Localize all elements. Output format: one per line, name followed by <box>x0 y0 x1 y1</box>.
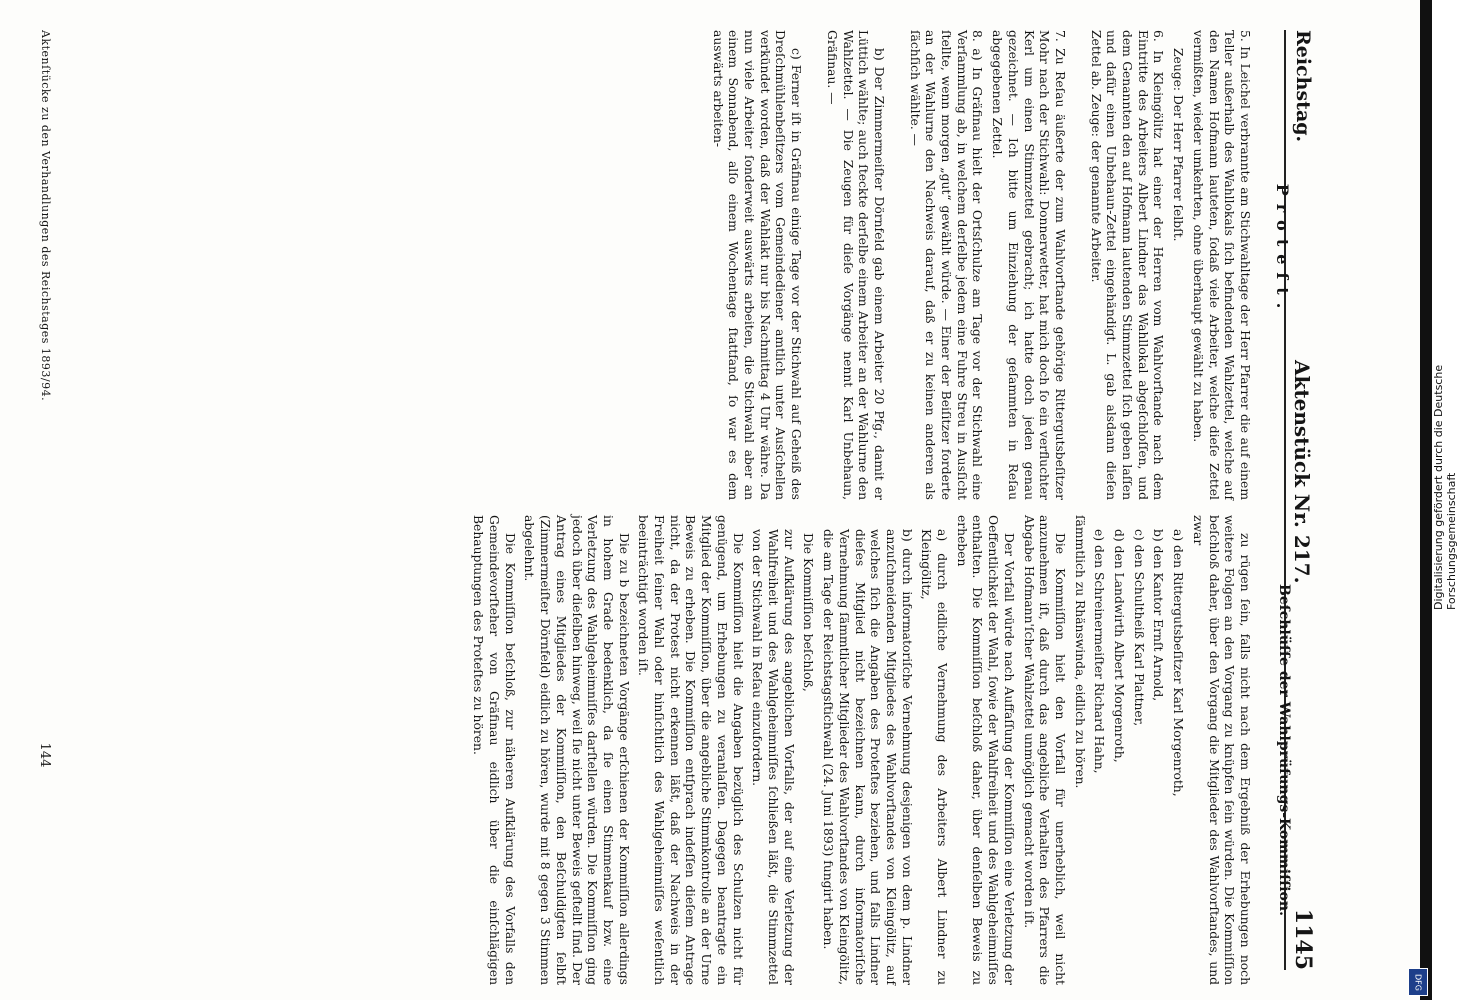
right-column-decisions <box>466 515 1252 985</box>
paragraph: zur Aufklärung des angeblichen Vorfalls, der auf eine Verletzung der Wahlfreiheit und des Wahlgeheimniſſes ſchließen läßt, die Stimmzettel von der Stichwahl in Reſau einzufordern. <box>750 529 796 985</box>
paragraph: 5. In Leichel verbrannte am Stichwahltage der Herr Pfarrer die auf einem Teller außerhalb des Wahllokals ſich befindenden Wahlzettel, welche auf den Namen Hofmann lauteten, ſodaß viele Arbeiter, welche dieſe Zettel vermißten, wieder umkehrten, ohne überhaupt gewählt zu haben. <box>1190 30 1252 500</box>
column-heading-decisions: Beſchlüſſe der Wahlprüfungs-Kommiſſion. <box>1276 584 1292 916</box>
paragraph: Die Kommiſſion beſchloß, <box>801 533 816 692</box>
paragraph: 7. Zu Reſau äußerte der zum Wahlvorſtande gehörige Rittergutsbeſitzer Mohr nach der Stichwahl: Donnerwetter, hat mich doch ſo ein verfluchter Kerl um einen Stimmzettel gebracht; ich hatte doch jeden genau gezeichnet. — Ich bitte um Einziehung der geſammten in Reſau abgegebenen Zettel. <box>990 30 1067 500</box>
paragraph: Die Kommiſſion hielt den Vorfall für unerheblich, weil nicht anzunehmen iſt, daß durch das angebliche Verhalten des Pfarrers die Abgabe Hofmann'ſcher Wahlzettel unmöglich gemacht worden iſt. <box>1021 515 1067 985</box>
list-item: d) den Landwirth Albert Morgenroth, <box>1112 529 1127 763</box>
paragraph: b) Der Zimmermeiſter Dörnfeld gab einem Arbeiter 20 Pfg., damit er Lüttich wählte; auch ſteckte derſelbe einem Arbeiter an der Wahlurne den Wahlzettel. — Die Zeugen für dieſe Vorgänge nennt Karl Unbehaun, Gräfinau. — <box>824 30 886 500</box>
digitization-note: Digitalisierung gefördert durch die Deutsche Forschungsgemeinschaft <box>1432 364 1458 610</box>
scan-edge-bar <box>1420 0 1432 1000</box>
list-item: a) den Rittergutsbeſitzer Karl Morgenroth, <box>1171 529 1186 797</box>
paragraph: zu rügen ſein, falls nicht nach dem Ergebniß der Erhebungen noch weitere Folgen an den Vorgang zu knüpfen ſein würden. Die Kommiſſion beſchloß daher, über den Vorgang die Mitglieder des Wahlvorſtandes, und zwar <box>1190 515 1252 985</box>
footnote: Aktenſtücke zu den Verhandlungen des Reichstages 1893/94. <box>39 30 52 402</box>
list-item: c) den Schultheiß Karl Plattner, <box>1131 529 1146 727</box>
header-left: Reichstag. <box>1292 30 1314 143</box>
paragraph: Der Vorfall würde nach Auffaſſung der Kommiſſion eine Verletzung der Oeffentlichkeit der Wahl, ſowie der Wahlfreiheit und des Wahlgeheimniſſes enthalten. Die Kommiſſion beſchloß daher, über denſelben Beweis zu erheben <box>954 515 1016 985</box>
paragraph: 8. a) In Gräfinau hielt der Ortsſchulze am Tage vor der Stichwahl eine Verſammlung ab, in welchem derſelbe jedem eine Fuhre Streu in Ausſicht ſtellte, wenn morgen „gut“ gewählt würde. — Einer der Beiſitzer forderte an der Wahlurne den Nachweis darauf, daß er zu keinen anderen als ſächſich wählte. — <box>907 30 985 500</box>
paragraph: Die zu b bezeichneten Vorgänge erſchienen der Kommiſſion allerdings in hohem Grade bedenklich, da ſie einen Stimmenkauf bzw. eine Verletzung des Wahlgeheimniſſes darſtellen würden. Die Kommiſſion ging jedoch über dieſelben hinweg, weil ſie nicht unter Beweis geſtellt ſind. Der Antrag eines Mitgliedes der Kommiſſion, den Beſchuldigten ſelbſt (Zimmermeiſter Dörnfeld) eidlich zu hören, wurde mit 8 gegen 3 Stimmen abgelehnt. <box>522 515 631 985</box>
list-item: e) den Schreinermeiſter Richard Hahn, <box>1092 529 1107 774</box>
list-item: a) durch eidliche Vernehmung des Arbeiters Albert Lindner zu Kleingölitz, <box>919 529 950 985</box>
page-number: 1145 <box>1290 908 1316 970</box>
list-item: b) durch informatoriſche Vernehmung desjenigen von dem p. Lindner anzuſchneidenden Mitgliedes des Wahlvorſtandes von Kleingölitz, auf welches ſich die Angaben des Proteſtes beziehen, und falls Lindner dieſes Mitglied nicht bezeichnen kann, durch informatoriſche Vernehmung ſämmtlicher Mitglieder des Wahlvorſtandes von Kleingölitz, die am Tage der Reichstagsſtichwahl (24. Juni 1893) fungirt haben. <box>821 529 914 985</box>
paragraph: Die Kommiſſion beſchloß, zur näheren Aufklärung des Vorfalls den Gemeindevorſteher von Gräfinau eidlich über die einſchlägigen Behauptungen des Proteſtes zu hören. <box>471 515 517 985</box>
header-center: Aktenstück Nr. 217. <box>1290 360 1314 584</box>
paragraph: 6. In Kleingölitz hat einer der Herren vom Wahlvorſtande nach dem Eintritte des Arbeiters Albert Lindner das Wahllokal abgeſchloſſen, und dem Genannten den auf Hofmann lautenden Stimmzettel ſich geben laſſen und dafür einen Unbehaun-Zettel eingehändigt. L. gab alsdann dieſen Zettel ab. Zeuge: der genannte Arbeiter. <box>1088 30 1166 500</box>
paragraph: ſämmtlich zu Rhänswinda, eidlich zu hören. <box>1072 515 1087 789</box>
bottom-page-mark: 144 <box>37 742 52 768</box>
paragraph: c) Ferner iſt in Gräfinau einige Tage vor der Stichwahl auf Geheiß des Dreſchmühlenbeſitzers vom Gemeindediener amtlich unter Ausſchellen verkündet worden, daß der Wahlakt nur bis Nachmittag 4 Uhr währe. Da nun viele Arbeiter ſonderweit auswärts arbeiten, die Stichwahl aber an einem Sonnabend, alſo einem Wochentage ſtattfand, ſo war es dem auswärts arbeiten- <box>710 30 804 500</box>
paragraph: Die Kommiſſion hielt die Angaben bezüglich des Schulzen nicht für genügend, um Erhebungen zu veranlaſſen. Dagegen beantragte ein Mitglied der Kommiſſion, über die angebliche Stimmkontrolle an der Urne Beweis zu erheben. Die Kommiſſion entſprach indeſſen dieſem Antrage nicht, da der Protest nicht erkennen läßt, daß der Nachweis in der Freiheit ſeiner Wahl oder hinſichtlich des Wahlgeheimniſſes weſentlich beeinträchtigt worden iſt. <box>636 515 745 985</box>
column-heading-protest: Proteſt. <box>1273 183 1292 317</box>
paragraph: Zeuge: Der Herr Pfarrer ſelbſt. <box>1171 48 1186 242</box>
left-column-protest <box>705 30 1252 500</box>
list-item: b) den Kantor Ernſt Arnold, <box>1151 529 1166 702</box>
dfg-logo-icon: DFG <box>1408 968 1428 996</box>
